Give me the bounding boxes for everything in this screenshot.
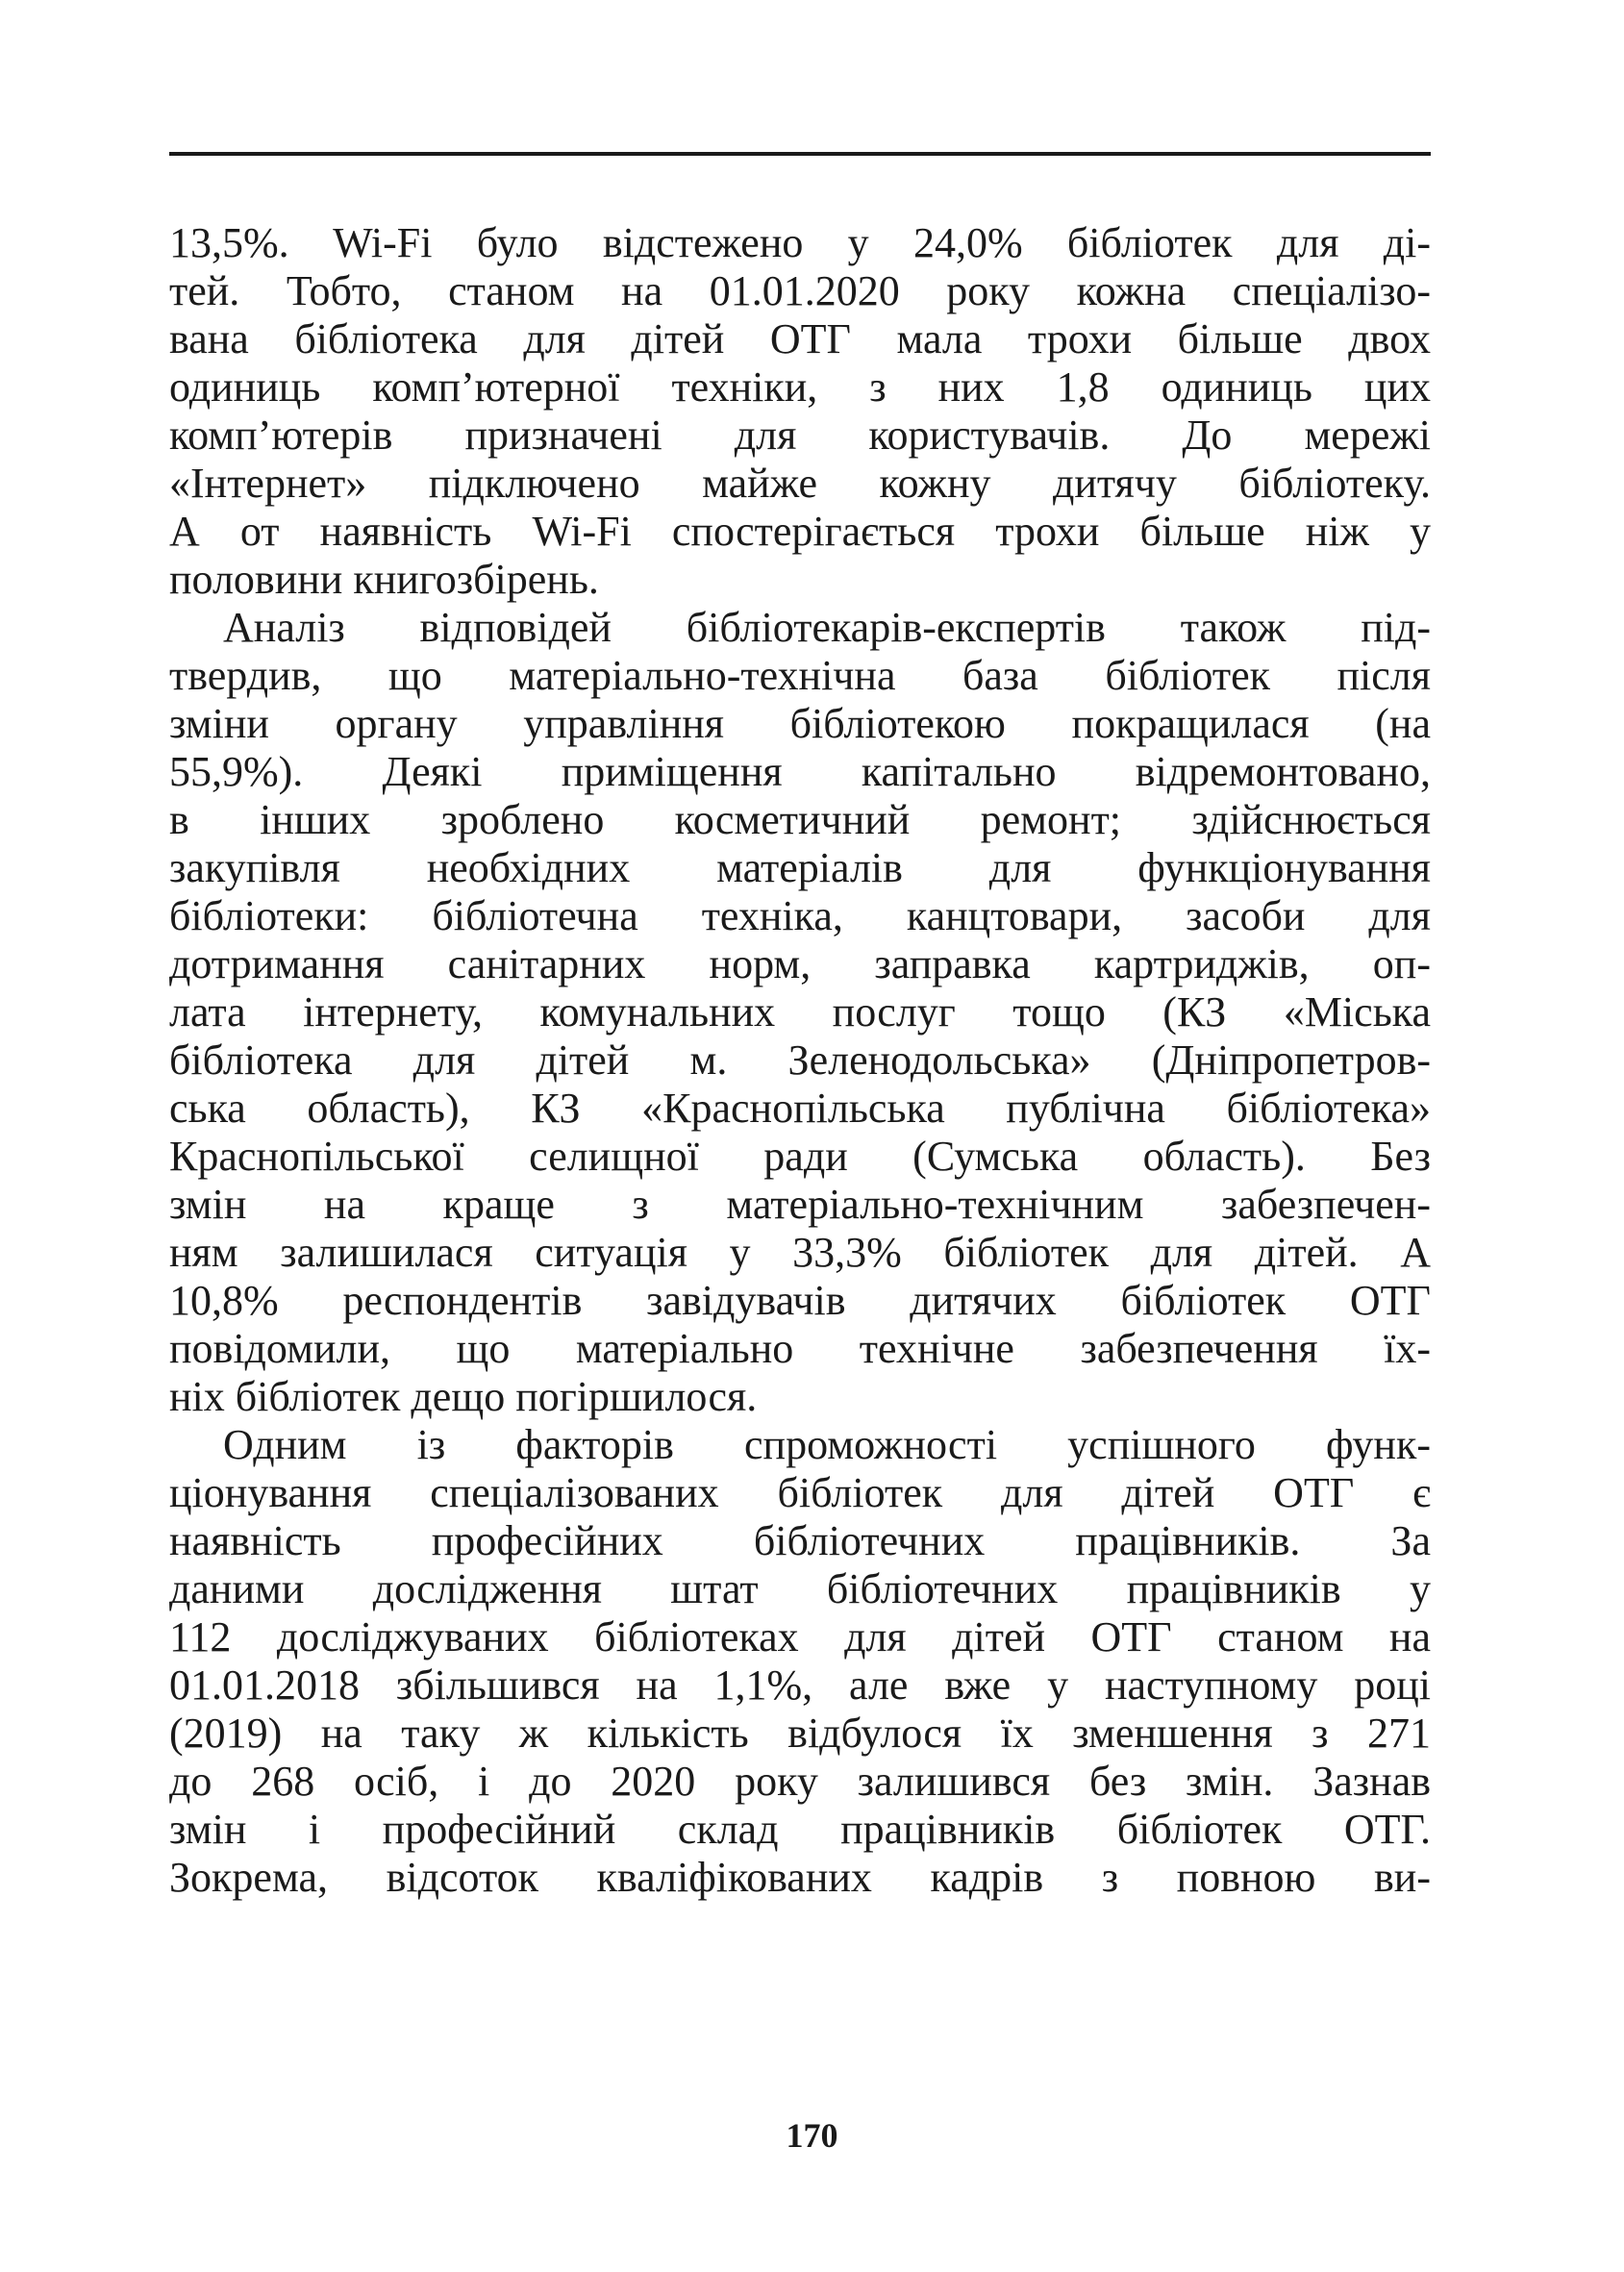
text-line: в інших зроблено косметичний ремонт; здійснюється [169, 796, 1431, 843]
text-line: Зокрема, відсоток кваліфікованих кадрів з повною ви- [169, 1854, 1431, 1901]
paragraph-2 [169, 604, 1431, 1421]
text-line: 01.01.2018 збільшився на 1,1%, але вже у наступному році [169, 1661, 1431, 1709]
text-line: «Інтернет» підключено майже кожну дитячу бібліотеку. [169, 460, 1431, 507]
text-line: бібліотека для дітей м. Зеленодольська» (Дніпропетров- [169, 1036, 1431, 1084]
text-line: комп’ютерів призначені для користувачів. До мережі [169, 412, 1431, 459]
text-line: 55,9%). Деякі приміщення капітально відремонтовано, [169, 748, 1431, 795]
paragraph-1 [169, 219, 1431, 604]
text-line: до 268 осіб, і до 2020 року залишився без змін. Зазнав [169, 1758, 1431, 1805]
text-line: дотримання санітарних норм, заправка картриджів, оп- [169, 940, 1431, 987]
text-line: зміни органу управління бібліотекою покращилася (на [169, 700, 1431, 747]
text-line: тей. Тобто, станом на 01.01.2020 року кожна спеціалізо- [169, 267, 1431, 314]
text-line: ням залишилася ситуація у 33,3% бібліотек для дітей. А [169, 1229, 1431, 1276]
paragraph-3 [169, 1421, 1431, 1902]
text-line: половини книгозбірень. [169, 556, 599, 603]
text-line: бібліотеки: бібліотечна техніка, канцтовари, засоби для [169, 892, 1431, 939]
text-line: одиниць комп’ютерної техніки, з них 1,8 одиниць цих [169, 363, 1431, 411]
text-line: вана бібліотека для дітей ОТГ мала трохи більше двох [169, 315, 1431, 362]
header-rule [169, 152, 1431, 156]
text-line: змін і професійний склад працівників бібліотек ОТГ. [169, 1806, 1431, 1853]
text-line: змін на краще з матеріально-технічним забезпечен- [169, 1181, 1431, 1228]
text-line: даними дослідження штат бібліотечних працівників у [169, 1565, 1431, 1612]
text-line: Одним із факторів спроможності успішного функ- [223, 1421, 1431, 1468]
text-line: ціонування спеціалізованих бібліотек для дітей ОТГ є [169, 1469, 1431, 1516]
text-line: ніх бібліотек дещо погіршилося. [169, 1373, 758, 1420]
text-line: закупівля необхідних матеріалів для функціонування [169, 844, 1431, 891]
text-line: ська область), КЗ «Краснопільська публічна бібліотека» [169, 1085, 1431, 1132]
body-text [169, 219, 1431, 1902]
text-line: 112 досліджуваних бібліотеках для дітей ОТГ станом на [169, 1613, 1431, 1660]
text-line: повідомили, що матеріально технічне забезпечення їх- [169, 1325, 1431, 1372]
text-line: Аналіз відповідей бібліотекарів-експертів також під- [223, 604, 1431, 651]
text-line: 13,5%. Wi-Fi було відстежено у 24,0% бібліотек для ді- [169, 219, 1431, 266]
text-line: твердив, що матеріально-технічна база бібліотек після [169, 652, 1431, 699]
text-line: А от наявність Wi-Fi спостерігається трохи більше ніж у [169, 508, 1431, 555]
text-line: Краснопільської селищної ради (Сумська область). Без [169, 1133, 1431, 1180]
page-number: 170 [786, 2116, 838, 2155]
text-line: (2019) на таку ж кількість відбулося їх зменшення з 271 [169, 1710, 1431, 1757]
text-line: 10,8% респондентів завідувачів дитячих бібліотек ОТГ [169, 1277, 1431, 1324]
text-line: наявність професійних бібліотечних працівників. За [169, 1517, 1431, 1564]
text-line: лата інтернету, комунальних послуг тощо (КЗ «Міська [169, 988, 1431, 1036]
